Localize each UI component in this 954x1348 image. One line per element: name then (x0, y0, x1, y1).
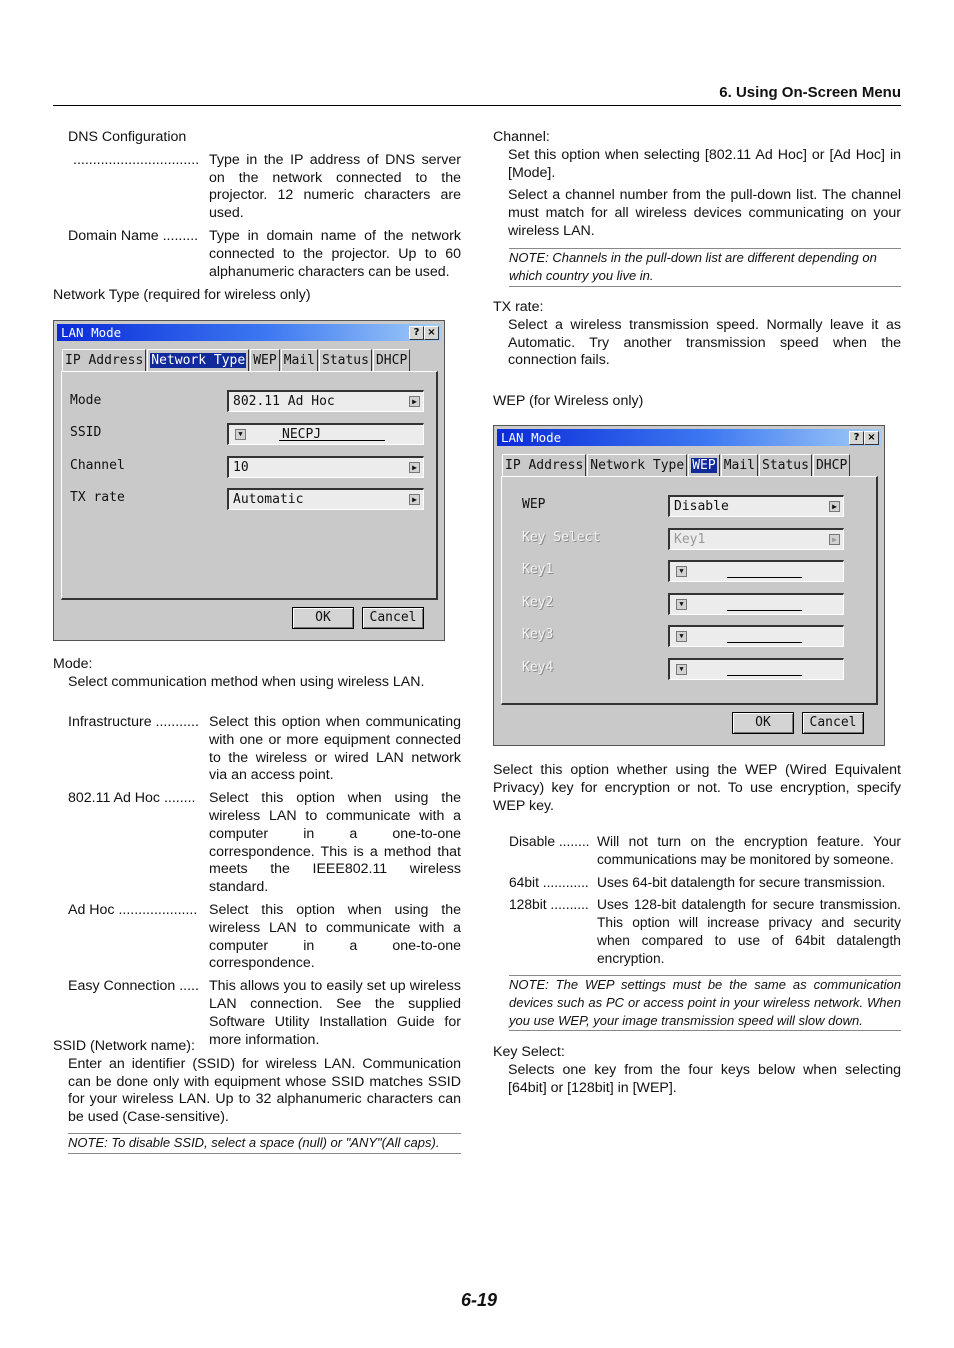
channel-label: Channel (70, 458, 125, 473)
wep-heading: WEP (for Wireless only) (493, 393, 644, 409)
domain-definition (68, 228, 461, 281)
tab-mail[interactable]: Mail (721, 454, 758, 476)
channel-select[interactable]: 10 ▶ (227, 456, 424, 478)
wep-note: NOTE: The WEP settings must be the same as communication devices such as PC or access point in your wireless network. When you use WEP, your image transmission speed will slow down. (509, 975, 901, 1031)
ssid-note: NOTE: To disable SSID, select a space (null) or "ANY"(All caps). (68, 1133, 461, 1154)
ok-button[interactable]: OK (292, 607, 354, 629)
tab-dhcp[interactable]: DHCP (373, 349, 410, 371)
ssid-label: SSID (70, 425, 102, 440)
dns-heading: DNS Configuration (68, 129, 187, 145)
triangle-right-icon: ▶ (409, 462, 420, 473)
tab-panel (61, 371, 438, 600)
key3-label: Key3 (522, 627, 554, 642)
cancel-button[interactable]: Cancel (802, 712, 864, 734)
tab-wep[interactable]: WEP (250, 349, 279, 371)
header-rule (53, 105, 901, 106)
mode-section (53, 656, 461, 692)
page-number: 6-19 (460, 1290, 497, 1310)
key1-input[interactable] (668, 560, 844, 582)
domain-term: Domain Name ......... (68, 227, 199, 244)
tab-status[interactable]: Status (759, 454, 812, 476)
tab-strip (502, 454, 851, 476)
mode-item: Easy Connection ..... This allows you to easily set up wireless LAN connection. See the supplied Software Utility Installation Guide for more information. (68, 978, 461, 1048)
key3-input[interactable] (668, 625, 844, 647)
tx-text: Select a wireless transmission speed. Normally leave it as Automatic. Try another transmission speed when the connection fails. (508, 316, 901, 369)
help-button[interactable]: ? (849, 431, 864, 445)
lan-mode-dialog-wep (493, 425, 885, 746)
help-button[interactable]: ? (409, 326, 424, 340)
triangle-right-icon: ▶ (829, 501, 840, 512)
tab-strip (62, 349, 411, 371)
ssid-input[interactable]: ▼ NECPJ (227, 423, 424, 445)
mode-text: Select communication method when using wireless LAN. (68, 673, 425, 690)
dns-block (68, 129, 461, 281)
key4-input[interactable] (668, 658, 844, 680)
mode-definitions (68, 714, 461, 1049)
tab-ip-address[interactable]: IP Address (62, 349, 146, 371)
ssid-text: Enter an identifier (SSID) for wireless LAN. Communication can be done only with equipment whose SSID matches SSID for your wireless LAN. Up to 32 alphanumeric characters can be used (Case-sensitive). (68, 1055, 461, 1126)
close-button[interactable]: × (864, 431, 879, 445)
triangle-down-icon: ▼ (676, 631, 687, 642)
ssid-section (53, 1038, 461, 1127)
network-type-heading: Network Type (required for wireless only) (53, 287, 311, 303)
tx-rate-section (493, 299, 901, 370)
dialog-titlebar (57, 324, 441, 341)
mode-select[interactable]: 802.11 Ad Hoc ▶ (227, 390, 424, 412)
wep-label: WEP (522, 497, 546, 512)
key1-label: Key1 (522, 562, 554, 577)
tab-network-type[interactable]: Network Type (147, 349, 249, 371)
key-select-text: Selects one key from the four keys below when selecting [64bit] or [128bit] in [WEP]. (508, 1061, 901, 1096)
dns-definition (68, 152, 461, 223)
channel-heading: Channel: (493, 129, 550, 145)
tab-ip-address[interactable]: IP Address (502, 454, 586, 476)
mode-item: Infrastructure ........... Select this option when communicating with one or more equipment connected to the wireless or wired LAN network via an access point. (68, 714, 461, 784)
triangle-right-icon: ▶ (409, 494, 420, 505)
key2-input[interactable] (668, 593, 844, 615)
ssid-heading: SSID (Network name): (53, 1038, 195, 1054)
mode-heading: Mode: (53, 656, 93, 672)
triangle-right-icon: ▶ (829, 534, 840, 545)
close-button[interactable]: × (424, 326, 439, 340)
triangle-right-icon: ▶ (409, 396, 420, 407)
wep-definitions (509, 833, 901, 968)
section-header: 6. Using On-Screen Menu (719, 84, 901, 101)
ssid-underline (279, 440, 385, 441)
tx-rate-label: TX rate (70, 490, 125, 505)
tab-wep[interactable]: WEP (688, 454, 719, 476)
wep-item: 128bit .......... Uses 128-bit datalength for secure transmission. This option will increase privacy and security when compared to use of 64bit datalength encryption. (509, 897, 901, 966)
tx-rate-select[interactable]: Automatic ▶ (227, 488, 424, 510)
cancel-button[interactable]: Cancel (362, 607, 424, 629)
tab-network-type[interactable]: Network Type (587, 454, 687, 476)
wep-item: 64bit ............ Uses 64-bit datalength for secure transmission. (509, 874, 886, 890)
dialog-title: LAN Mode (61, 325, 122, 340)
key4-label: Key4 (522, 660, 554, 675)
dns-desc: Type in the IP address of DNS server on the network connected to the projector. 12 numeric characters are used. (209, 151, 461, 222)
wep-text: Select this option whether using the WEP (Wired Equivalent Privacy) key for encryption or not. To use encryption, specify WEP key. (493, 762, 901, 814)
dialog-titlebar (497, 429, 881, 446)
dialog-title: LAN Mode (501, 430, 562, 445)
dns-term: ................................ (73, 151, 200, 168)
triangle-down-icon: ▼ (676, 664, 687, 675)
triangle-down-icon: ▼ (676, 599, 687, 610)
tab-mail[interactable]: Mail (281, 349, 318, 371)
wep-select[interactable]: Disable ▶ (668, 495, 844, 517)
lan-mode-dialog-network-type (53, 320, 445, 641)
key-select-section (493, 1044, 901, 1097)
key-select-heading: Key Select: (493, 1044, 565, 1060)
tab-panel (501, 476, 878, 705)
key-select-dropdown[interactable]: Key1 ▶ (668, 528, 844, 550)
channel-text-1: Set this option when selecting [802.11 Ad Hoc] or [Ad Hoc] in [Mode]. (508, 146, 901, 181)
tab-dhcp[interactable]: DHCP (813, 454, 850, 476)
key-select-label: Key Select (522, 530, 601, 545)
channel-note: NOTE: Channels in the pull-down list are different depending on which country you live in. (509, 248, 901, 287)
key2-label: Key2 (522, 595, 554, 610)
channel-section (493, 129, 901, 241)
tx-heading: TX rate: (493, 299, 544, 315)
mode-item: Ad Hoc .................... Select this option when using the wireless LAN to communicate with a computer in a one-to-one correspondence. (68, 901, 461, 972)
domain-desc: Type in domain name of the network connected to the projector. Up to 60 alphanumeric characters can be used. (209, 227, 461, 280)
mode-label: Mode (70, 393, 102, 408)
wep-item: Disable ........ Will not turn on the encryption feature. Your communications may be monitored by someone. (509, 834, 901, 867)
triangle-down-icon: ▼ (235, 429, 246, 440)
tab-status[interactable]: Status (319, 349, 372, 371)
channel-text-2: Select a channel number from the pull-down list. The channel must match for all wireless devices communicating on your wireless LAN. (508, 187, 901, 239)
ok-button[interactable]: OK (732, 712, 794, 734)
triangle-down-icon: ▼ (676, 566, 687, 577)
mode-item: 802.11 Ad Hoc ........ Select this option when using the wireless LAN to communicate with a computer in a one-to-one correspondence. This is a method that meets the IEEE802.11 wireless standard. (68, 790, 461, 896)
